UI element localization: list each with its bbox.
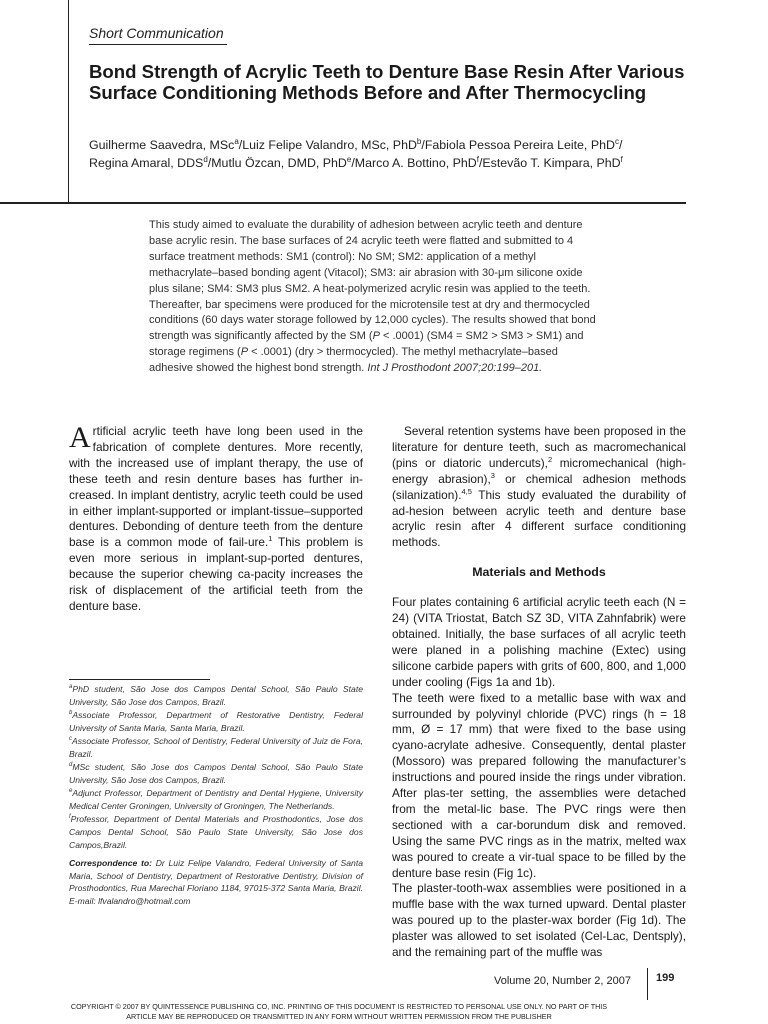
footnote [69, 709, 363, 735]
footnote-text: Associate Professor, Department of Restorative Dentistry, Federal University of Santa Maria, Santa Maria, Brazil. [69, 710, 363, 733]
author-affiliation-mark: f [476, 154, 479, 164]
footnote-rule [69, 679, 210, 680]
reference-mark: 3 [490, 470, 495, 480]
body-paragraph: The plaster-tooth-wax assemblies were positioned in a muffle base with the wax turned upward. Dental plaster was poured up to the plaster-wax border (Fig 1d). The plaster was allowed to set isolated (Cel-Lac, Dentsply), and the remaining part of the muffle was [392, 881, 686, 960]
footnote-text: Professor, Department of Dental Materials and Prosthodontics, Jose dos Campos Dental School, São Paulo State University, São Jose dos Campos,Brazil. [69, 814, 363, 851]
author-name: Estevão T. Kimpara, PhD [482, 155, 621, 170]
footnote-text: MSc student, São Jose dos Campos Dental School, São Paulo State University, São Jose dos Campos, Brazil. [69, 762, 363, 786]
abstract-p-value: P [240, 346, 249, 359]
section-heading: Materials and Methods [472, 565, 606, 580]
intro-paragraph [69, 421, 364, 615]
top-vertical-rule [68, 0, 69, 203]
author-list: Guilherme Saavedra, MSc$^a$/Luiz Felipe Valandro, MSc, PhD$^b$/Fabiola Pessoa Pereira Leite, PhD$^c$/ Regina Amaral, DDS$^d$/Mutlu Özcan, DMD, PhD$^e$/Marco A. Bottino, PhD$^f$/Estevão T. Kimpara, PhD$^f$ [89, 136, 623, 170]
body-paragraph: Four plates containing 6 artificial acrylic teeth each (N = 24) (VITA Triostat, Batch SZ 3D, VITA Zahnfabrik) were obtained. Initially, the base surfaces of all acrylic teeth were planed in a polishing machine (Extec) using silicone carbide papers with grits of 600, 800, and 1,000 under cooling (Figs 1a and 1b). [392, 595, 686, 689]
author-name: Luiz Felipe Valandro, MSc, PhD [242, 138, 417, 152]
footnote-mark: b [69, 710, 73, 717]
right-column [392, 424, 686, 961]
body-text: rtificial acrylic teeth have long been used in the fabrication of complete dentures. More recently, with the increased use of implant therapy, the use of these teeth and resin denture bases has further in-creased. In implant dentistry, acrylic teeth could be used in either implant-supported or implant-tissue–supported dentures. Debonding of denture teeth from the denture base is a common mode of fail-ure. [69, 424, 363, 550]
footnote-mark: f [69, 814, 71, 821]
author-affiliation-mark: f [620, 154, 623, 164]
author-name: Guilherme Saavedra, MSc [89, 138, 235, 152]
footnote [69, 735, 363, 761]
abstract-text: < .0001) (dry > thermocycled). The methyl methacrylate–based adhesive showed the highest bond strength. [149, 346, 558, 375]
footnote-text: Associate Professor, School of Dentistry, Federal University of Juiz de Fora, Brazil. [69, 736, 363, 759]
footnote-mark: e [69, 788, 73, 795]
article-title: Bond Strength of Acrylic Teeth to Denture Base Resin After Various Surface Conditioning Methods Before and After Thermocycling [89, 61, 685, 103]
correspondence-note [69, 857, 363, 908]
reference-mark: 2 [547, 454, 553, 464]
body-paragraph: The teeth were fixed to a metallic base with wax and surrounded by polyvinyl chloride (PVC) rings (h = 18 mm, Ø = 17 mm) that were fixed to the base using cyano-acrylate adhesive. Consequently, dental plaster (Mossoro) was prepared following the manufacturer’s instructions and poured inside the rings under vibration. After plas-ter setting, the assemblies were detached from the metal-lic base. The PVC rings were then sectioned with a car-borundum disk and removed. Using the same PVC rings as in the matrix, melted wax was poured to create a vir-tual space to be filled by the denture base resin (Fig 1c). [392, 690, 686, 880]
section-label-underline [89, 44, 227, 45]
footnote [69, 761, 363, 787]
author-affiliation-mark: c [614, 136, 619, 146]
author-affiliation-mark: a [234, 136, 239, 146]
footnote-text: PhD student, São Jose dos Campos Dental School, São Paulo State University, São Jose dos Campos, Brazil. [69, 684, 363, 707]
affiliation-footnotes [69, 683, 363, 909]
footnote-mark: d [69, 762, 73, 769]
abstract-p-value: P [372, 330, 380, 343]
footnote [69, 683, 363, 709]
footnote-mark: c [69, 736, 72, 743]
footnote [69, 787, 363, 813]
copyright-line: COPYRIGHT © 2007 BY QUINTESSENCE PUBLISHING CO, INC. PRINTING OF THIS DOCUMENT IS RESTRICTED TO PERSONAL USE ONLY. NO PART OF THIS [70, 1002, 608, 1011]
volume-info: Volume 20, Number 2, 2007 [494, 975, 631, 987]
author-name: Regina Amaral, DDS [89, 155, 204, 170]
copyright-line: ARTICLE MAY BE REPRODUCED OR TRANSMITTED IN ANY FORM WITHOUT WRITTEN PERMISSION FROM THE PUBLISHER [126, 1012, 552, 1021]
author-affiliation-mark: e [346, 154, 352, 164]
footnote-text: Adjunct Professor, Department of Dentistry and Dental Hygiene, University Medical Center Groningen, University of Groningen, The Netherlands. [69, 788, 363, 812]
author-name: Fabiola Pessoa Pereira Leite, PhD [424, 138, 615, 152]
reference-mark: 1 [268, 534, 273, 544]
author-affiliation-mark: d [203, 154, 208, 164]
left-column [69, 421, 364, 615]
author-name: Mutlu Özcan, DMD, PhD [211, 155, 347, 170]
page-number: 199 [656, 972, 675, 984]
header-horizontal-rule [0, 202, 686, 204]
body-text: or chemical adhesion methods (silanization). [392, 471, 687, 502]
body-text: Several retention systems have been proposed in the literature for denture teeth, such as macromechanical (pins or diatoric undercuts), [392, 424, 686, 470]
abstract-text: This study aimed to evaluate the durability of adhesion between acrylic teeth and denture base acrylic resin. The base surfaces of 24 acrylic teeth were flatted and submitted to 4 surface treatment methods: SM1 (control): No SM; SM2: application of a methyl methacrylate–based bonding agent (Vitacol); SM3: air abrasion with 30-μm silicone oxide plus silane; SM4: SM3 plus SM2. A heat-polymerized acrylic resin was applied to the teeth. Thereafter, bar specimens were produced for the microtensile test at dry and thermocycled conditions (60 days water storage followed by 12,000 cycles). The results showed that bond strength was significantly affected by the SM ( [149, 219, 596, 343]
drop-cap: A [69, 421, 91, 454]
body-text: This study evaluated the durability of ad-hesion between acrylic teeth and denture base acrylic resin after 4 different surface conditioning methods. [392, 487, 686, 550]
abstract-text: < .0001) (SM4 = SM2 > SM3 > SM1) and storage regimens ( [149, 330, 584, 359]
copyright-notice [25, 1002, 653, 1022]
footer-vertical-rule [647, 968, 648, 1000]
correspondence-label: Correspondence to: [69, 857, 152, 868]
section-label: Short Communication [89, 25, 224, 41]
body-text: This problem is even more serious in implant-sup-ported dentures, because the superior chewing ca-pacity increases the risk of displacement of the artificial teeth from the denture base. [69, 535, 364, 613]
correspondence-text: Dr Luiz Felipe Valandro, Federal University of Santa Maria, School of Dentistry, Department of Restorative Dentistry, Division of Prosthodontics, Rua Marechal Floriano 1184, 97015-372 Santa Maria, Brazil. E-mail: lfvalandro@hotmail.com [69, 857, 364, 907]
body-paragraph [392, 424, 686, 551]
footnote-mark: a [69, 684, 73, 691]
author-name: Marco A. Bottino, PhD [354, 155, 477, 170]
abstract [149, 218, 601, 377]
footnote [69, 813, 363, 851]
body-text: micromechanical (high-energy abrasion), [392, 455, 686, 486]
abstract-citation: Int J Prosthodont 2007;20:199–201. [367, 362, 543, 375]
author-affiliation-mark: b [416, 136, 422, 146]
reference-mark: 4,5 [461, 486, 472, 496]
